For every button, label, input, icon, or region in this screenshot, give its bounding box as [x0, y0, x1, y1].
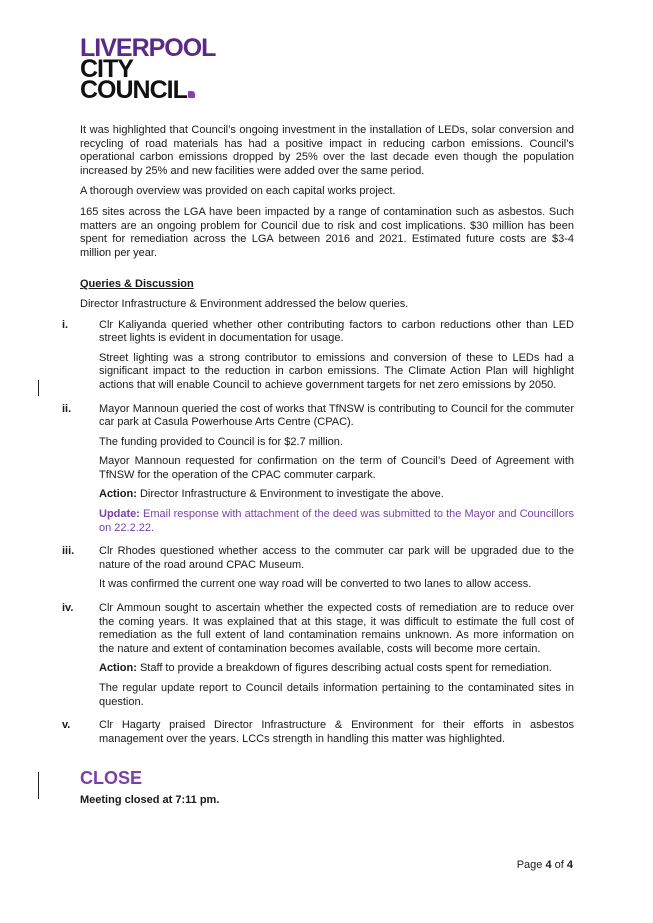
- item-number: iii.: [62, 545, 75, 558]
- query-item-2: [62, 402, 574, 536]
- document-body: [62, 124, 574, 815]
- update-line: [99, 508, 574, 535]
- page-word: Page: [516, 859, 546, 871]
- item-paragraph: Mayor Mannoun requested for confirmation on the term of Council’s Deed of Agreement with TfNSW for the operation of the CPAC commuter carpark.: [99, 455, 574, 481]
- page-footer: [517, 859, 573, 871]
- logo-dot-icon: [188, 91, 195, 98]
- item-number: ii.: [62, 402, 72, 415]
- query-item-1: [62, 318, 574, 393]
- close-heading: CLOSE: [80, 768, 143, 789]
- queries-lead: Director Infrastructure & Environment addressed the below queries.: [80, 297, 409, 310]
- item-paragraph: The regular update report to Council details information pertaining to the contaminated sites in question.: [99, 682, 574, 708]
- item-paragraph: Mayor Mannoun queried the cost of works that TfNSW is contributing to Council for the commuter car park at Casula Powerhouse Arts Centre (CPAC).: [99, 402, 574, 429]
- item-paragraph: Clr Hagarty praised Director Infrastructure & Environment for their efforts in asbestos management over the years. LCCs strength in handling this matter was highlighted.: [99, 719, 574, 745]
- page-number: 4: [545, 859, 552, 871]
- update-text: Email response with attachment of the deed was submitted to the Mayor and Councillors on 22.2.22.: [99, 508, 574, 534]
- item-paragraph: Clr Kaliyanda queried whether other contributing factors to carbon reductions other than LED street lights is evident in documentation for usage.: [99, 318, 574, 345]
- change-bar-1: [38, 380, 39, 396]
- of-word: of: [551, 859, 567, 871]
- action-label: Action:: [99, 488, 137, 501]
- item-paragraph: It was confirmed the current one way road will be converted to two lanes to allow access.: [99, 578, 532, 591]
- meeting-closed-text: Meeting closed at 7:11 pm.: [80, 793, 220, 806]
- queries-heading: Queries & Discussion: [80, 278, 194, 291]
- query-item-3: [62, 545, 574, 592]
- update-label: Update:: [99, 508, 140, 521]
- change-bar-2: [38, 772, 39, 799]
- intro-paragraph-3: 165 sites across the LGA have been impacted by a range of contamination such as asbestos. Such matters are an ongoing problem for Council due to risk and cost implications. $30 million has been spent for remediation across the LGA between 2016 and 2021. Estimated future costs are $3-4 million per year.: [80, 205, 574, 259]
- item-paragraph: The funding provided to Council is for $2.7 million.: [99, 435, 343, 448]
- action-label: Action:: [99, 662, 137, 675]
- action-line: [99, 488, 574, 502]
- item-number: iv.: [62, 602, 74, 615]
- logo-line-3-text: COUNCIL: [80, 76, 187, 104]
- item-number: v.: [62, 719, 71, 732]
- intro-paragraph-1: It was highlighted that Council’s ongoing investment in the installation of LEDs, solar conversion and recycling of road materials has had a positive impact in reducing carbon emissions. Council’s operational carbon emissions dropped by 25% over the last decade even though the population increased by 25% and new facilities were added over the same period.: [80, 124, 574, 177]
- query-item-5: [62, 719, 574, 746]
- page-total: 4: [566, 859, 573, 871]
- item-number: i.: [62, 318, 69, 331]
- item-paragraph: Clr Rhodes questioned whether access to the commuter car park will be upgraded due to the nature of the road around CPAC Museum.: [99, 545, 574, 571]
- action-text: Director Infrastructure & Environment to investigate the above.: [136, 488, 444, 501]
- logo-line-2: CITY: [80, 55, 133, 83]
- intro-paragraph-2: A thorough overview was provided on each capital works project.: [80, 185, 396, 198]
- logo-line-1: LIVERPOOL: [80, 34, 216, 62]
- logo-line-3: [80, 76, 215, 104]
- council-logo: [80, 34, 216, 104]
- action-line: [99, 662, 574, 676]
- item-paragraph: Street lighting was a strong contributor to emissions and conversion of these to LEDs had a significant impact to the reduction in carbon emissions. The Climate Action Plan will highlight actions that will enable Council to achieve government targets for net zero emissions by 2050.: [99, 351, 574, 391]
- item-paragraph: Clr Ammoun sought to ascertain whether the expected costs of remediation are to reduce over the coming years. It was explained that at this stage, it was difficult to estimate the full cost of remediation as the full extent of land contamination remains unknown. As more information on the nature and extent of contamination becomes available, costs will become more certain.: [99, 602, 574, 655]
- query-item-4: [62, 602, 574, 709]
- action-text: Staff to provide a breakdown of figures describing actual costs spent for remediation.: [136, 662, 552, 675]
